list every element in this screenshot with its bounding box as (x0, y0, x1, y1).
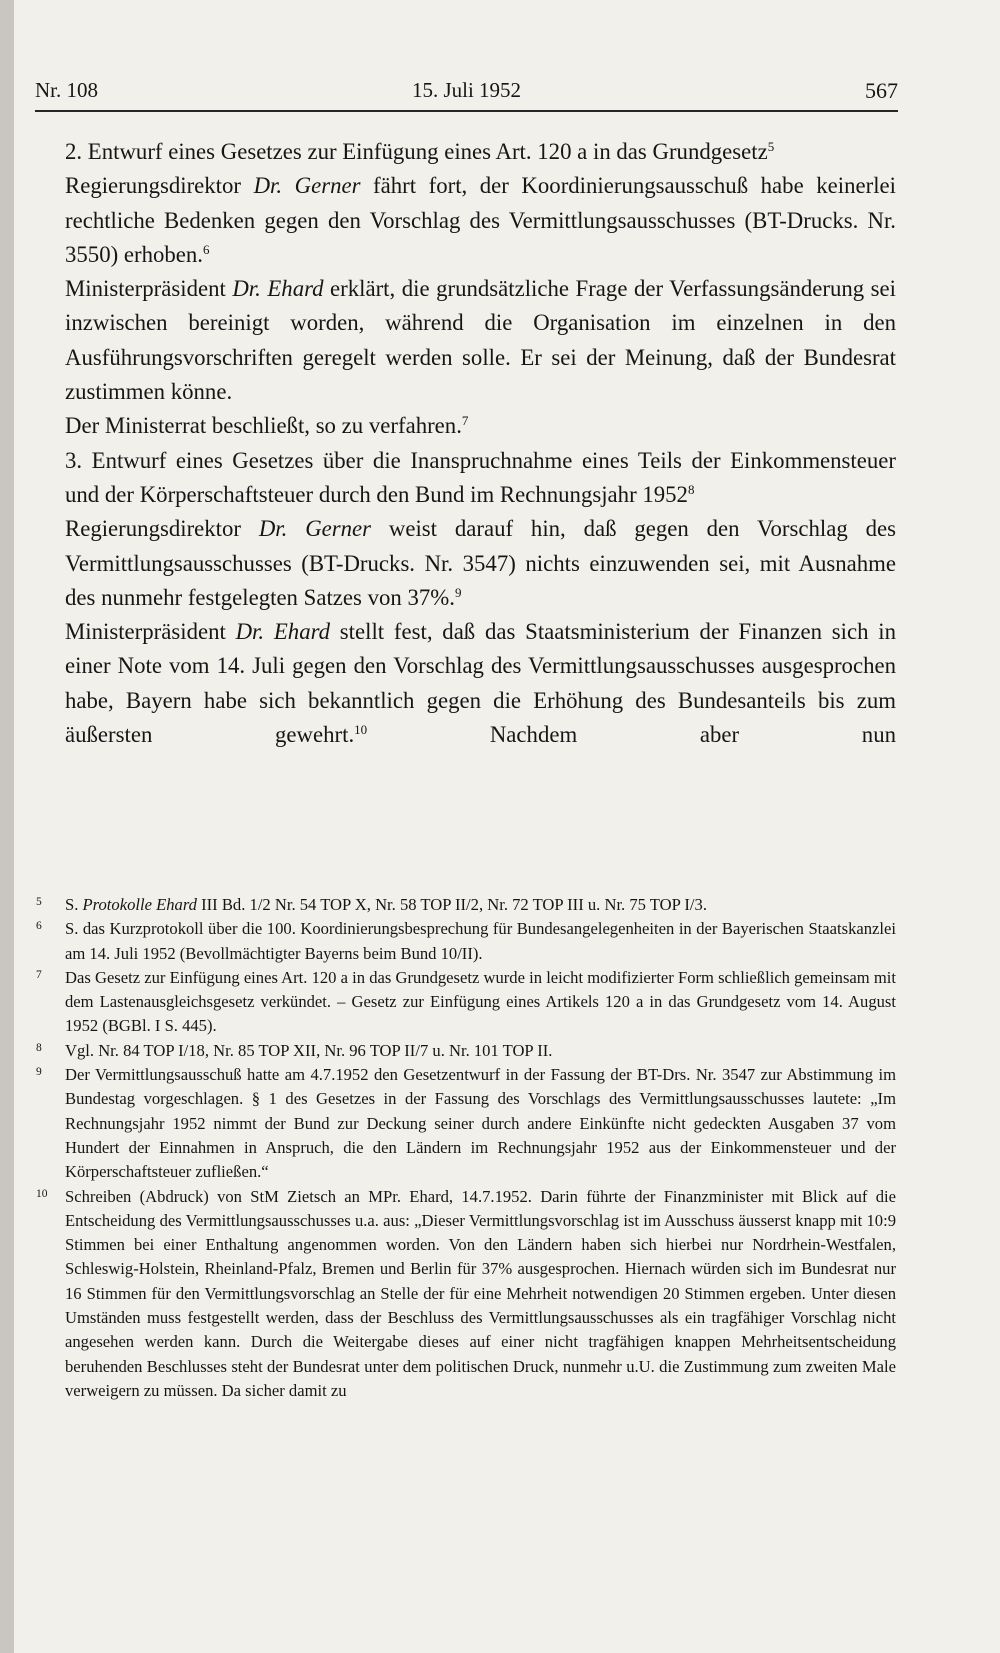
paragraph-ehard-1: Ministerpräsident Dr. Ehard erklärt, die grundsätzliche Frage der Verfassungsänderung sei inzwischen bereinigt worden, während die Organisation im einzelnen in den Ausführungsvorschriften geregelt werden solle. Er sei der Meinung, daß der Bundesrat zustimmen könne. (65, 276, 896, 405)
footnote-ref-7[interactable]: 7 (461, 413, 469, 429)
speaker-name: Dr. Gerner (253, 173, 361, 199)
footnote-8: 8 Vgl. Nr. 84 TOP I/18, Nr. 85 TOP XII, Nr. 96 TOP II/7 u. Nr. 101 TOP II. (36, 1039, 896, 1063)
footnote-9: 9 Der Vermittlungsausschuß hatte am 4.7.1952 den Gesetzentwurf in der Fassung der BT-Drs. Nr. 3547 zur Abstimmung im Bundestag vorgeschlagen. § 1 des Gesetzes in der Fassung des Vorschlags des Vermittlungsausschusses lautete: „Im Rechnungsjahr 1952 nimmt der Bund zur Deckung seiner durch andere Einkünfte nicht gedeckten Ausgaben 37 vom Hundert der Einnahmen in Anspruch, die den Ländern im Rechnungsjahr 1952 aus der Einkommensteuer und der Körperschaftsteuer zufließen.“ (36, 1063, 896, 1184)
footnote-number: 5 (36, 896, 42, 908)
document-number: Nr. 108 (35, 78, 98, 102)
page-number: 567 (865, 78, 898, 103)
main-text (65, 135, 896, 752)
agenda-item-3-title: 3. Entwurf eines Gesetzes über die Inanspruchnahme eines Teils der Einkommensteuer und der Körperschaftsteuer durch den Bund im Rechnungsjahr 1952$^8$ (65, 447, 896, 507)
speaker-name: Dr. Gerner (258, 516, 372, 542)
footnote-ref-9[interactable]: 9 (454, 584, 462, 600)
paragraph-gerner-2: Regierungsdirektor Dr. Gerner weist darauf hin, daß gegen den Vorschlag des Vermittlungsausschusses (BT-Drucks. Nr. 3547) nichts einzuwenden sei, mit Ausnahme des nunmehr festgelegten Satzes von 37%.$^9$ (65, 516, 896, 610)
footnote-ref-10[interactable]: 10 (354, 722, 368, 738)
speaker-name: Dr. Ehard (232, 276, 324, 302)
paragraph-decision: Der Ministerrat beschließt, so zu verfahren.$^7$ (65, 413, 469, 439)
footnote-number: 10 (36, 1187, 48, 1200)
speaker-name: Dr. Ehard (235, 619, 331, 645)
paragraph-gerner-1: Regierungsdirektor Dr. Gerner fährt fort, der Koordinierungsausschuß habe keinerlei rechtliche Bedenken gegen den Vorschlag des Vermittlungsausschusses (BT-Drucks. Nr. 3550) erhoben.$^6$ (65, 173, 896, 267)
footnote-number: 9 (36, 1066, 42, 1079)
footnote-6: 6 S. das Kurzprotokoll über die 100. Koordinierungsbesprechung für Bundesangelegenheiten in der Bayerischen Staatskanzlei am 14. Juli 1952 (Bevollmächtigter Bayerns beim Bund 10/II). (36, 917, 896, 966)
page-binding-edge (0, 0, 14, 1653)
header-date: 15. Juli 1952 (411, 78, 522, 102)
footnote-10: 10 Schreiben (Abdruck) von StM Zietsch an MPr. Ehard, 14.7.1952. Darin führte der Finanzminister mit Blick auf die Entscheidung des Vermittlungsausschusses u.a. aus: „Dieser Vermittlungsvorschlag ist im Ausschuss äusserst knapp mit 10:9 Stimmen bei einer Enthaltung angenommen worden. Von den Ländern haben sich hierbei nur Nordrhein-Westfalen, Schleswig-Holstein, Rheinland-Pfalz, Bremen und Berlin für 37% ausgesprochen. Hiernach würden sich im Bundesrat nur 16 Stimmen für den Vermittlungsvorschlag an Stelle der für eine Mehrheit notwendigen 20 Stimmen ergeben. Unter diesen Umständen muss festgestellt werden, dass der Beschluss des Vermittlungsausschusses als ein tragfähiger Vorschlag nicht angesehen werden kann. Durch die Weitergabe dieses auf einer nicht tragfähigen knappen Mehrheitsentscheidung beruhenden Beschlusses steht der Bundesrat unter dem politischen Druck, nunmehr u.U. die Zustimmung zum zweiten Male verweigern zu müssen. Da sicher damit zu (36, 1185, 896, 1404)
footnote-ref-6[interactable]: 6 (203, 241, 210, 257)
footnote-number: 8 (36, 1041, 42, 1054)
footnote-ref-5[interactable]: 5 (767, 139, 775, 154)
footnote-number: 7 (36, 968, 42, 981)
footnote-7: 7 Das Gesetz zur Einfügung eines Art. 120 a in das Grundgesetz wurde in leicht modifizierter Form schließlich gemeinsam mit dem Lastenausgleichsgesetz verkündet. – Gesetz zur Einfügung eines Artikels 120 a in das Grundgesetz vom 14. August 1952 (BGBl. I S. 445). (36, 966, 896, 1039)
footnote-number: 6 (36, 920, 42, 933)
footnotes (36, 893, 896, 1403)
footnote-5: 5 S. Protokolle Ehard III Bd. 1/2 Nr. 54 TOP X, Nr. 58 TOP II/2, Nr. 72 TOP III u. Nr. 75 TOP I/3. (36, 893, 896, 917)
running-header (35, 74, 898, 112)
paragraph-ehard-2: Ministerpräsident Dr. Ehard stellt fest, daß das Staatsministerium der Finanzen sich in einer Note vom 14. Juli gegen den Vorschlag des Vermittlungsausschusses ausgesprochen habe, Bayern habe sich bekanntlich gegen die Erhöhung des Bundesanteils bis zum äußersten gewehrt.$^{10}$ Nachdem aber nun (65, 619, 897, 748)
footnote-ref-8[interactable]: 8 (687, 481, 695, 497)
agenda-item-2-title: 2. Entwurf eines Gesetzes zur Einfügung eines Art. 120 a in das Grundgesetz$^5$ (65, 139, 775, 164)
